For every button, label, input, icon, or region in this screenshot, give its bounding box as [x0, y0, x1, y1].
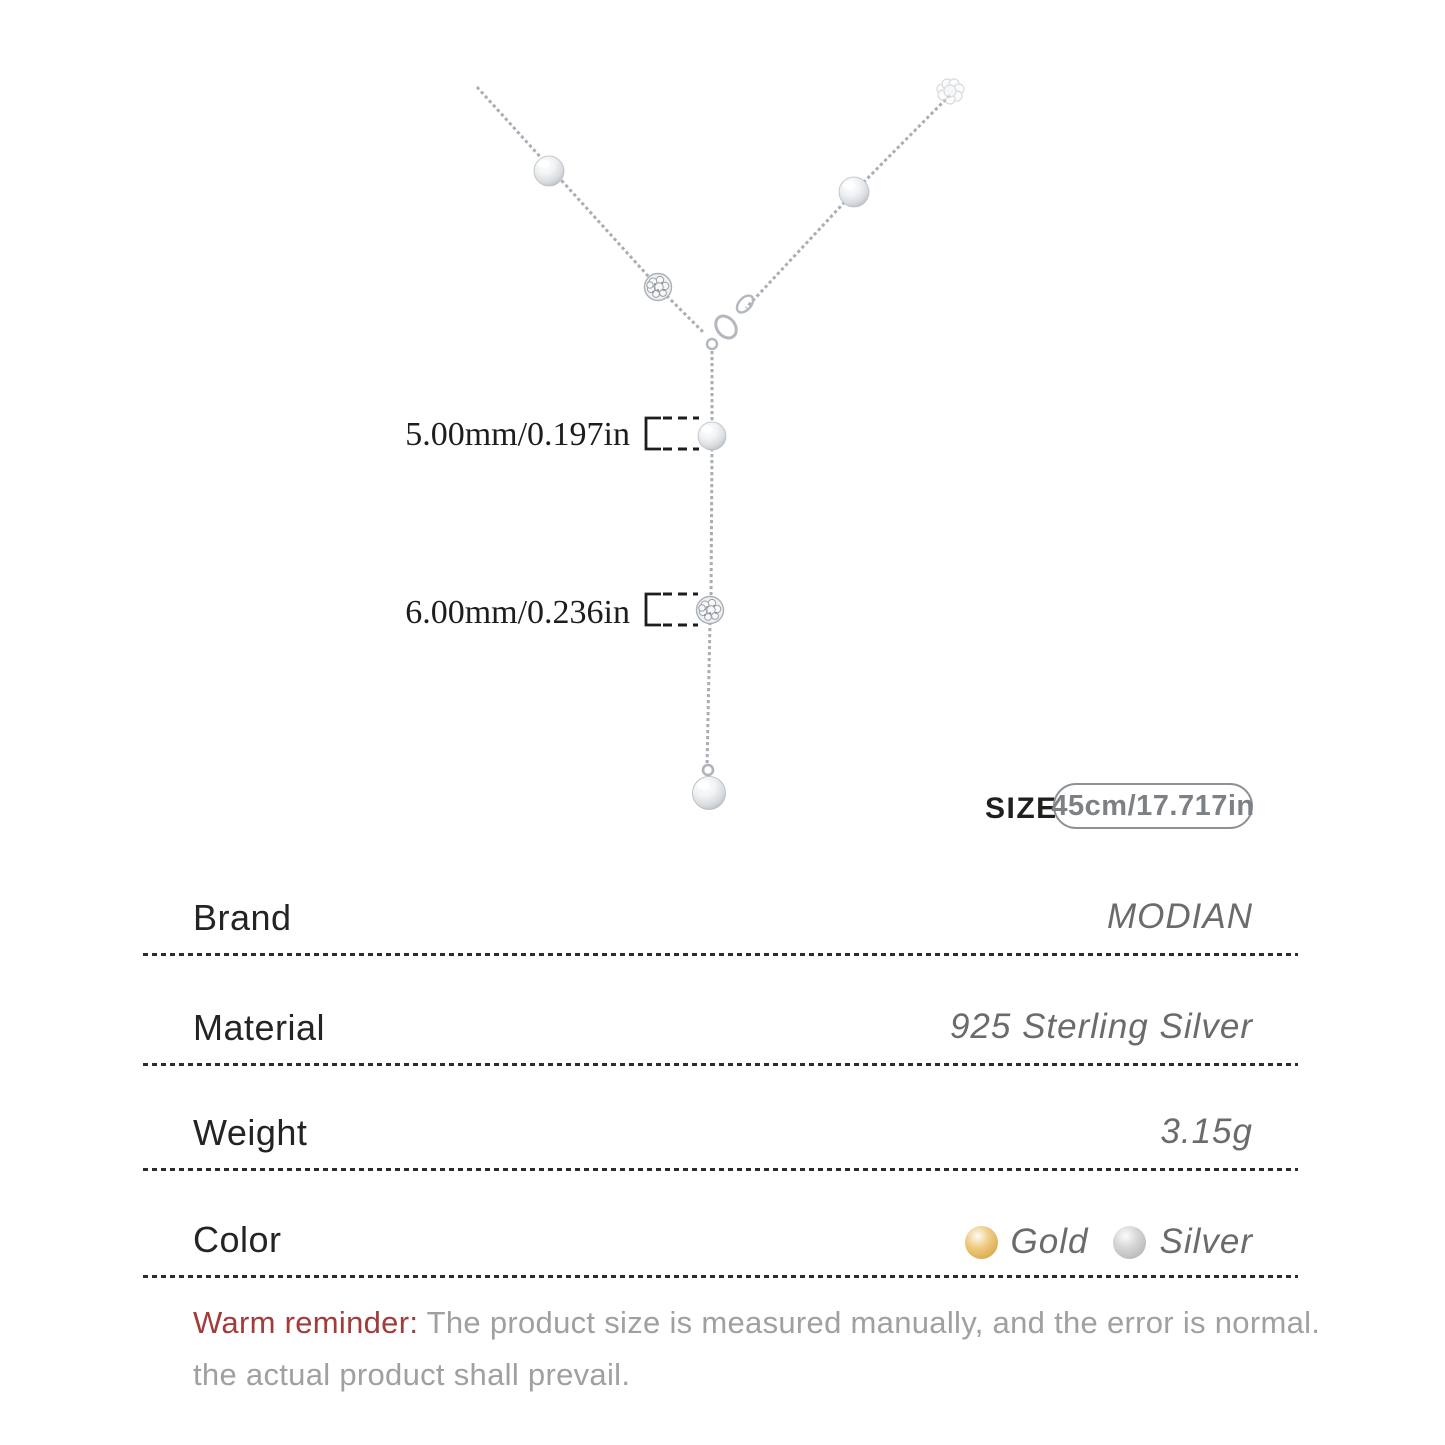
spec-value: 3.15g [1160, 1112, 1253, 1151]
pearl-beads [534, 156, 869, 450]
gold-swatch [965, 1226, 998, 1259]
color-name-silver: Silver [1159, 1222, 1253, 1261]
spec-value: MODIAN [1107, 897, 1253, 936]
row-divider [143, 1275, 1298, 1278]
pendant-pearl [693, 765, 726, 810]
spec-label: Color [193, 1219, 282, 1260]
chain-end-charm [937, 79, 964, 104]
measurement-2-label: 6.00mm/0.236in [405, 594, 630, 631]
silver-swatch [1113, 1226, 1146, 1259]
reminder-text: The product size is measured manually, and the error is normal. [426, 1305, 1321, 1340]
spec-row-weight [143, 1066, 1298, 1171]
spec-label: Material [193, 1007, 326, 1048]
spec-row-brand [143, 880, 1298, 956]
reminder-line1 [193, 1305, 1320, 1341]
spec-row-material [143, 956, 1298, 1066]
crystal-ball [697, 597, 724, 624]
reminder-prefix: Warm reminder: [193, 1305, 419, 1340]
measurement-1 [405, 416, 699, 453]
measurement-1-label: 5.00mm/0.197in [405, 416, 630, 453]
reminder-line2: the actual product shall prevail. [193, 1357, 631, 1392]
color-options [965, 1222, 1253, 1278]
measurement-2 [405, 594, 698, 631]
warm-reminder [193, 1305, 1320, 1393]
clasp [707, 293, 756, 349]
spec-label: Weight [193, 1112, 308, 1153]
spec-label: Brand [193, 897, 292, 938]
spec-value: 925 Sterling Silver [949, 1007, 1253, 1046]
spec-row-color [143, 1171, 1298, 1278]
size-label: SIZE [985, 792, 1058, 825]
color-name-gold: Gold [1010, 1222, 1089, 1261]
size-badge: 45cm/17.717in [1053, 783, 1253, 829]
crystal-ball [645, 274, 672, 301]
